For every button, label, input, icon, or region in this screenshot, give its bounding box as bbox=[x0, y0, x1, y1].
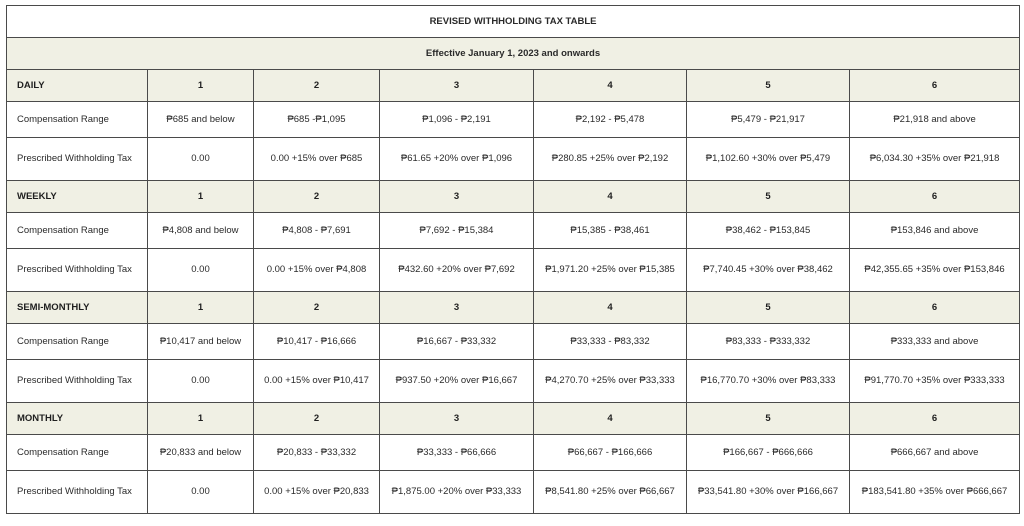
tax-cell: 0.00 bbox=[148, 249, 254, 292]
compensation-cell: ₱33,333 - ₱83,332 bbox=[534, 324, 687, 360]
compensation-cell: ₱20,833 - ₱33,332 bbox=[254, 435, 380, 471]
section-header-monthly bbox=[7, 403, 1020, 435]
tax-cell: 0.00 +15% over ₱20,833 bbox=[254, 471, 380, 514]
tax-cell: ₱183,541.80 +35% over ₱666,667 bbox=[850, 471, 1020, 514]
tax-cell: ₱1,102.60 +30% over ₱5,479 bbox=[687, 138, 850, 181]
row-label: Prescribed Withholding Tax bbox=[7, 360, 148, 403]
row-label: Compensation Range bbox=[7, 324, 148, 360]
bracket-number: 3 bbox=[380, 403, 534, 435]
tax-cell: 0.00 bbox=[148, 471, 254, 514]
compensation-cell: ₱153,846 and above bbox=[850, 213, 1020, 249]
compensation-row-semi-monthly bbox=[7, 324, 1020, 360]
tax-row-daily bbox=[7, 138, 1020, 181]
row-label: Prescribed Withholding Tax bbox=[7, 138, 148, 181]
bracket-number: 2 bbox=[254, 70, 380, 102]
compensation-cell: ₱1,096 - ₱2,191 bbox=[380, 102, 534, 138]
compensation-cell: ₱21,918 and above bbox=[850, 102, 1020, 138]
row-label: Compensation Range bbox=[7, 102, 148, 138]
section-header-daily bbox=[7, 70, 1020, 102]
compensation-row-daily bbox=[7, 102, 1020, 138]
tax-cell: ₱91,770.70 +35% over ₱333,333 bbox=[850, 360, 1020, 403]
compensation-cell: ₱685 -₱1,095 bbox=[254, 102, 380, 138]
tax-cell: 0.00 +15% over ₱10,417 bbox=[254, 360, 380, 403]
compensation-cell: ₱66,667 - ₱166,666 bbox=[534, 435, 687, 471]
tax-cell: 0.00 bbox=[148, 360, 254, 403]
tax-cell: ₱61.65 +20% over ₱1,096 bbox=[380, 138, 534, 181]
compensation-cell: ₱4,808 and below bbox=[148, 213, 254, 249]
tax-cell: ₱42,355.65 +35% over ₱153,846 bbox=[850, 249, 1020, 292]
tax-cell: 0.00 +15% over ₱685 bbox=[254, 138, 380, 181]
bracket-number: 6 bbox=[850, 403, 1020, 435]
bracket-number: 6 bbox=[850, 70, 1020, 102]
table-subtitle: Effective January 1, 2023 and onwards bbox=[7, 38, 1020, 70]
compensation-cell: ₱83,333 - ₱333,332 bbox=[687, 324, 850, 360]
bracket-number: 2 bbox=[254, 181, 380, 213]
section-name: SEMI-MONTHLY bbox=[7, 292, 148, 324]
compensation-cell: ₱7,692 - ₱15,384 bbox=[380, 213, 534, 249]
bracket-number: 1 bbox=[148, 403, 254, 435]
row-label: Prescribed Withholding Tax bbox=[7, 471, 148, 514]
section-name: DAILY bbox=[7, 70, 148, 102]
tax-table-container bbox=[6, 5, 1019, 514]
tax-cell: 0.00 +15% over ₱4,808 bbox=[254, 249, 380, 292]
withholding-tax-table bbox=[6, 5, 1020, 514]
bracket-number: 3 bbox=[380, 70, 534, 102]
bracket-number: 3 bbox=[380, 181, 534, 213]
tax-cell: ₱33,541.80 +30% over ₱166,667 bbox=[687, 471, 850, 514]
bracket-number: 2 bbox=[254, 403, 380, 435]
compensation-cell: ₱10,417 - ₱16,666 bbox=[254, 324, 380, 360]
tax-row-monthly bbox=[7, 471, 1020, 514]
compensation-row-monthly bbox=[7, 435, 1020, 471]
tax-cell: ₱1,875.00 +20% over ₱33,333 bbox=[380, 471, 534, 514]
tax-row-semi-monthly bbox=[7, 360, 1020, 403]
bracket-number: 5 bbox=[687, 403, 850, 435]
section-name: WEEKLY bbox=[7, 181, 148, 213]
tax-cell: ₱432.60 +20% over ₱7,692 bbox=[380, 249, 534, 292]
bracket-number: 4 bbox=[534, 70, 687, 102]
row-label: Compensation Range bbox=[7, 213, 148, 249]
bracket-number: 6 bbox=[850, 292, 1020, 324]
compensation-cell: ₱15,385 - ₱38,461 bbox=[534, 213, 687, 249]
bracket-number: 1 bbox=[148, 70, 254, 102]
tax-cell: ₱1,971.20 +25% over ₱15,385 bbox=[534, 249, 687, 292]
bracket-number: 5 bbox=[687, 292, 850, 324]
compensation-cell: ₱10,417 and below bbox=[148, 324, 254, 360]
compensation-row-weekly bbox=[7, 213, 1020, 249]
section-name: MONTHLY bbox=[7, 403, 148, 435]
bracket-number: 5 bbox=[687, 70, 850, 102]
tax-cell: ₱280.85 +25% over ₱2,192 bbox=[534, 138, 687, 181]
compensation-cell: ₱666,667 and above bbox=[850, 435, 1020, 471]
bracket-number: 4 bbox=[534, 181, 687, 213]
tax-cell: ₱6,034.30 +35% over ₱21,918 bbox=[850, 138, 1020, 181]
compensation-cell: ₱2,192 - ₱5,478 bbox=[534, 102, 687, 138]
tax-cell: ₱16,770.70 +30% over ₱83,333 bbox=[687, 360, 850, 403]
bracket-number: 5 bbox=[687, 181, 850, 213]
compensation-cell: ₱333,333 and above bbox=[850, 324, 1020, 360]
section-header-weekly bbox=[7, 181, 1020, 213]
row-label: Compensation Range bbox=[7, 435, 148, 471]
bracket-number: 6 bbox=[850, 181, 1020, 213]
bracket-number: 1 bbox=[148, 292, 254, 324]
tax-cell: ₱937.50 +20% over ₱16,667 bbox=[380, 360, 534, 403]
tax-cell: 0.00 bbox=[148, 138, 254, 181]
compensation-cell: ₱4,808 - ₱7,691 bbox=[254, 213, 380, 249]
compensation-cell: ₱166,667 - ₱666,666 bbox=[687, 435, 850, 471]
bracket-number: 4 bbox=[534, 403, 687, 435]
table-title: REVISED WITHHOLDING TAX TABLE bbox=[7, 6, 1020, 38]
compensation-cell: ₱16,667 - ₱33,332 bbox=[380, 324, 534, 360]
compensation-cell: ₱33,333 - ₱66,666 bbox=[380, 435, 534, 471]
row-label: Prescribed Withholding Tax bbox=[7, 249, 148, 292]
compensation-cell: ₱38,462 - ₱153,845 bbox=[687, 213, 850, 249]
compensation-cell: ₱5,479 - ₱21,917 bbox=[687, 102, 850, 138]
tax-cell: ₱7,740.45 +30% over ₱38,462 bbox=[687, 249, 850, 292]
bracket-number: 1 bbox=[148, 181, 254, 213]
compensation-cell: ₱20,833 and below bbox=[148, 435, 254, 471]
tax-cell: ₱4,270.70 +25% over ₱33,333 bbox=[534, 360, 687, 403]
tax-cell: ₱8,541.80 +25% over ₱66,667 bbox=[534, 471, 687, 514]
bracket-number: 3 bbox=[380, 292, 534, 324]
tax-row-weekly bbox=[7, 249, 1020, 292]
bracket-number: 4 bbox=[534, 292, 687, 324]
bracket-number: 2 bbox=[254, 292, 380, 324]
section-header-semi-monthly bbox=[7, 292, 1020, 324]
compensation-cell: ₱685 and below bbox=[148, 102, 254, 138]
